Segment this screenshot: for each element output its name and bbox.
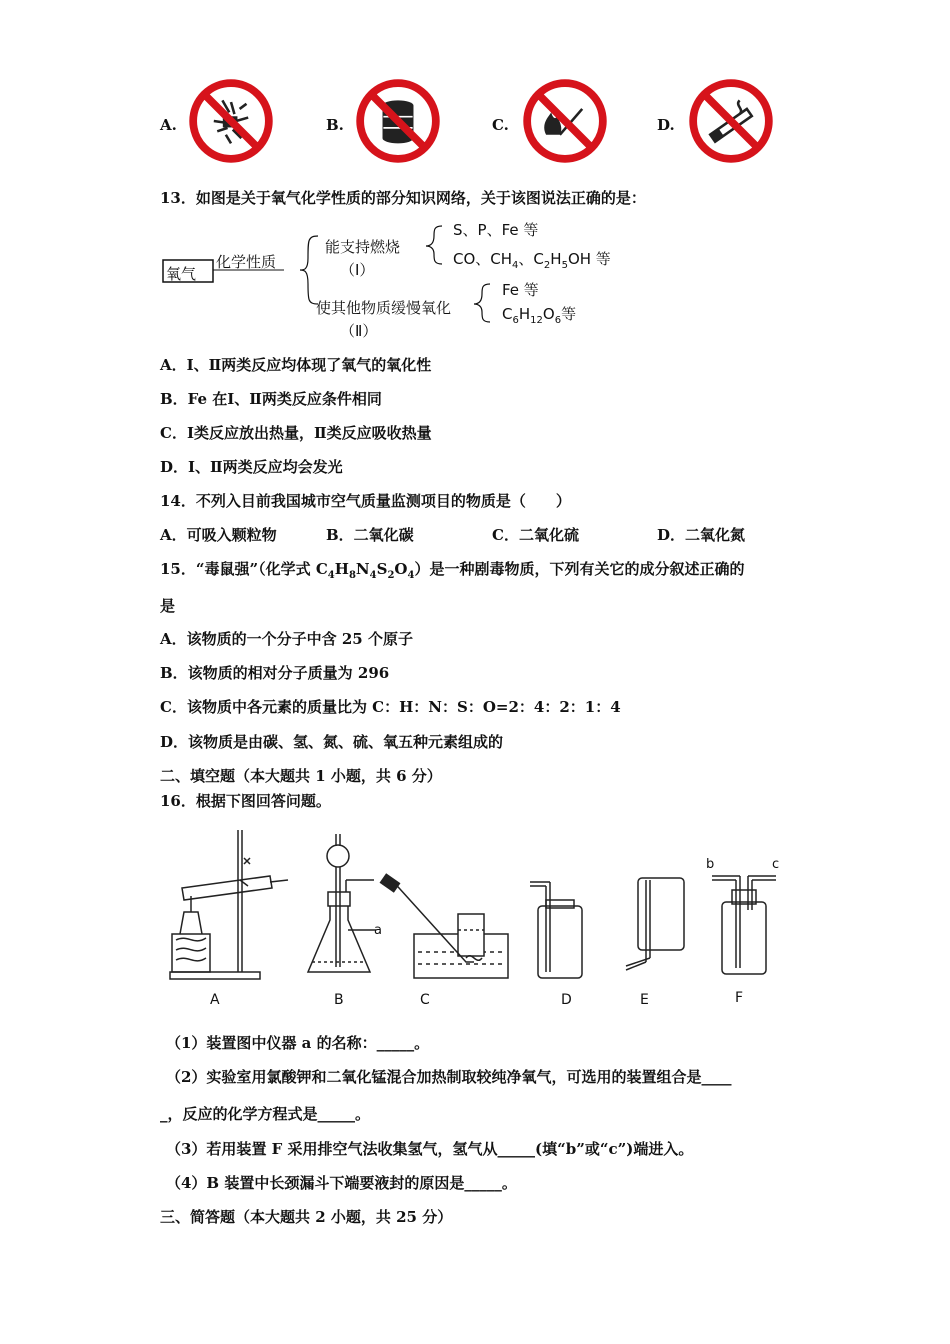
section-2-heading: 二、填空题（本大题共 1 小题，共 6 分） [160, 767, 442, 785]
q13-option-a: A．Ⅰ、Ⅱ两类反应均体现了氧气的氧化性 [160, 356, 432, 374]
network-support-ex1: S、P、Fe 等 [453, 221, 539, 239]
sign-a-label: A. [160, 116, 177, 134]
q13-stem: 13．如图是关于氧气化学性质的部分知识网络，关于该图说法正确的是： [160, 189, 646, 207]
network-support: 能支持燃烧 [325, 238, 401, 256]
lab-apparatus-figure [160, 822, 800, 1012]
q14-option-a: A．可吸入颗粒物 [160, 526, 277, 544]
apparatus-a [170, 830, 288, 979]
q13-option-c: C．Ⅰ类反应放出热量，Ⅱ类反应吸收热量 [160, 424, 432, 442]
apparatus-d [530, 882, 582, 978]
network-support-ex2: CO、$CH_4$、$C_2H_5OH$ 等 [453, 250, 611, 271]
q14-stem: 14．不列入目前我国城市空气质量监测项目的物质是（ ） [160, 492, 571, 510]
q14-option-c: C．二氧化硫 [492, 526, 579, 544]
sign-c-label: C. [492, 116, 509, 134]
network-branch-label: 化学性质 [216, 253, 277, 271]
label-b: b [706, 857, 715, 872]
no-fire-icon [522, 78, 608, 164]
q16-sub1: （1）装置图中仪器 a 的名称：_____。 [166, 1034, 430, 1052]
sign-b-label: B. [326, 116, 344, 134]
label-a: a [374, 923, 382, 938]
q14-option-d: D．二氧化氮 [657, 526, 746, 544]
apparatus-label-c: C [420, 992, 430, 1008]
q16-sub2-cont: _，反应的化学方程式是_____。 [160, 1105, 371, 1123]
network-slow-ex2: $C_6H_{12}O_6$等 [502, 305, 577, 326]
q15-stem: 15．“毒鼠强”（化学式 $C_4H_8N_4S_2O_4$）是一种剧毒物质，下列有关它的成分叙述正确的 [160, 560, 745, 581]
apparatus-label-b: B [334, 992, 344, 1008]
apparatus-f [712, 876, 776, 974]
q15-stem-cont: 是 [160, 597, 176, 615]
sign-d-label: D. [657, 116, 675, 134]
apparatus-label-f: F [735, 990, 744, 1006]
q15-option-c: C．该物质中各元素的质量比为 C：H：N：S：O=2：4：2：1：4 [160, 698, 621, 716]
q15-option-d: D．该物质是由碳、氢、氮、硫、氧五种元素组成的 [160, 733, 504, 751]
section-3-heading: 三、简答题（本大题共 2 小题，共 25 分） [160, 1208, 453, 1226]
no-barrel-icon [355, 78, 441, 164]
network-root: 氧气 [166, 265, 197, 283]
network-slow-ex1: Fe 等 [502, 281, 539, 299]
apparatus-e [626, 878, 684, 970]
network-support-num: （Ⅰ） [340, 261, 375, 279]
q16-sub3: （3）若用装置 F 采用排空气法收集氢气，氢气从_____(填“b”或“c”)端进入。 [166, 1140, 694, 1158]
label-c: c [772, 857, 780, 872]
apparatus-label-a: A [210, 992, 220, 1008]
q15-option-b: B．该物质的相对分子质量为 296 [160, 664, 390, 682]
q16-sub2: （2）实验室用氯酸钾和二氧化锰混合加热制取较纯净氧气，可选用的装置组合是____ [166, 1068, 732, 1086]
apparatus-label-d: D [561, 992, 572, 1008]
q13-option-d: D．Ⅰ、Ⅱ两类反应均会发光 [160, 458, 343, 476]
q15-option-a: A．该物质的一个分子中含 25 个原子 [160, 630, 413, 648]
network-slow: 使其他物质缓慢氧化 [316, 299, 452, 317]
no-fireworks-icon [188, 78, 274, 164]
q14-option-b: B．二氧化碳 [326, 526, 414, 544]
q16-sub4: （4）B 装置中长颈漏斗下端要液封的原因是_____。 [166, 1174, 517, 1192]
q13-option-b: B．Fe 在Ⅰ、Ⅱ两类反应条件相同 [160, 390, 382, 408]
apparatus-c [381, 874, 508, 978]
apparatus-b [308, 834, 376, 972]
network-slow-num: （Ⅱ） [340, 322, 378, 340]
q16-stem: 16．根据下图回答问题。 [160, 792, 331, 810]
no-smoking-icon [688, 78, 774, 164]
apparatus-label-e: E [640, 992, 649, 1008]
